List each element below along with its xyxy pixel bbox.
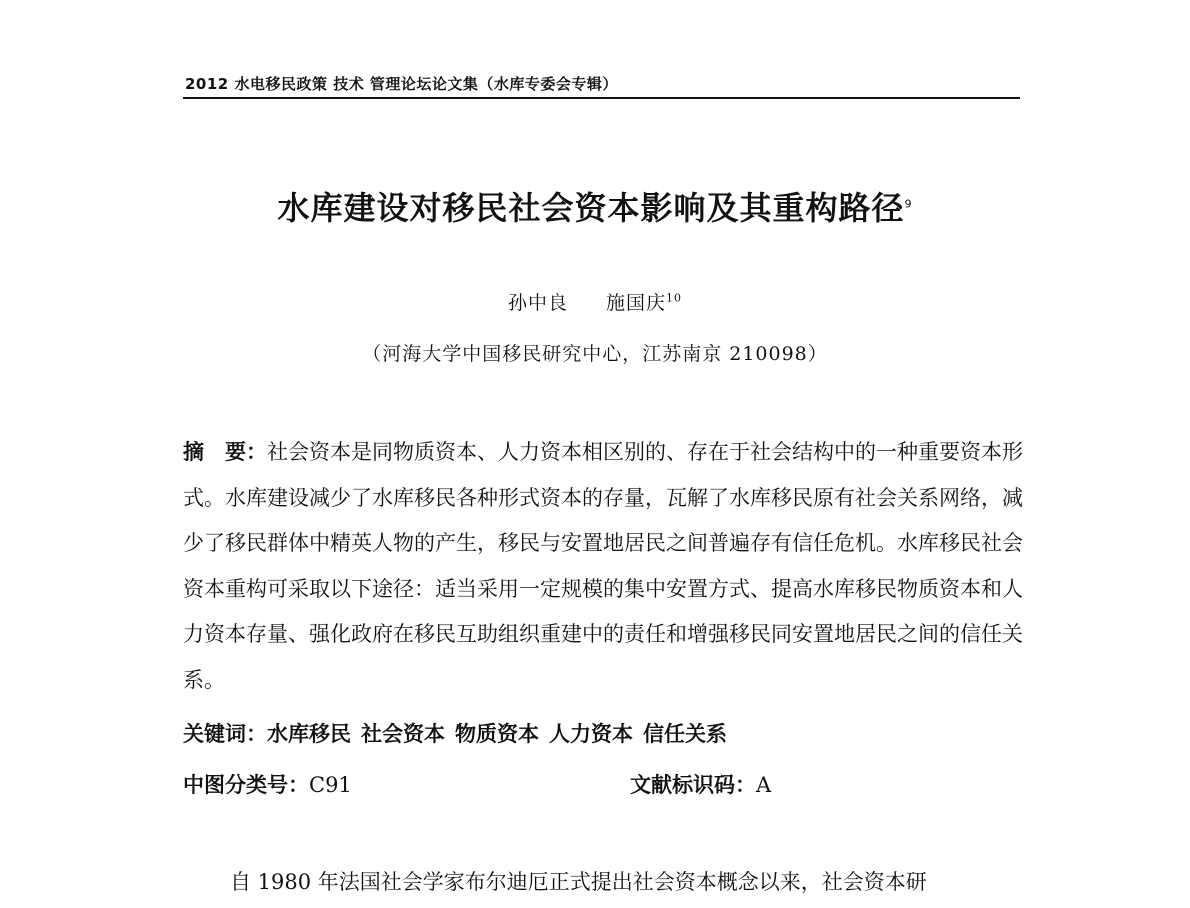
keyword-item: 社会资本 [361, 722, 445, 746]
title-text: 水库建设对移民社会资本影响及其重构路径 [277, 189, 905, 227]
affiliation: （河海大学中国移民研究中心，江苏南京 210098） [362, 343, 828, 365]
author-footnote-mark: 10 [666, 291, 683, 305]
keywords-label: 关键词： [183, 722, 267, 746]
keyword-item: 水库移民 [267, 722, 351, 746]
header-rule [183, 97, 1020, 99]
authors [0, 288, 1190, 315]
document-code [630, 769, 771, 799]
abstract-label: 摘 要： [183, 440, 267, 464]
document-code-value: A [756, 773, 772, 797]
classification-value: C91 [309, 773, 352, 797]
keyword-item: 物质资本 [455, 722, 539, 746]
abstract-text: 社会资本是同物质资本、人力资本相区别的、存在于社会结构中的一种重要资本形式。水库建设减少了水库移民各种形式资本的存量，瓦解了水库移民原有社会关系网络，减少了移民群体中精英人物的产生，移民与安置地居民之间普遍存有信任危机。水库移民社会资本重构可采取以下途径：适当采用一定规模的集中安置方式、提高水库移民物质资本和人力资本存量、强化政府在移民互助组织重建中的责任和增强移民同安置地居民之间的信任关系。 [183, 440, 1023, 692]
author-2: 施国庆 [606, 292, 667, 314]
body-paragraph-first-line: 自 1980 年法国社会学家布尔迪厄正式提出社会资本概念以来，社会资本研 [230, 870, 927, 894]
author-1: 孙中良 [507, 292, 568, 314]
paper-title [0, 183, 1190, 229]
keyword-item: 人力资本 [549, 722, 633, 746]
classification-number [183, 769, 352, 799]
keywords [183, 718, 737, 748]
keyword-item: 信任关系 [643, 722, 727, 746]
running-head: 2012 水电移民政策 技术 管理论坛论文集（水库专委会专辑） [185, 75, 618, 93]
title-footnote-mark: 9 [904, 197, 913, 211]
document-code-label: 文献标识码： [630, 773, 756, 797]
classification-label: 中图分类号： [183, 773, 309, 797]
abstract [183, 430, 1023, 703]
